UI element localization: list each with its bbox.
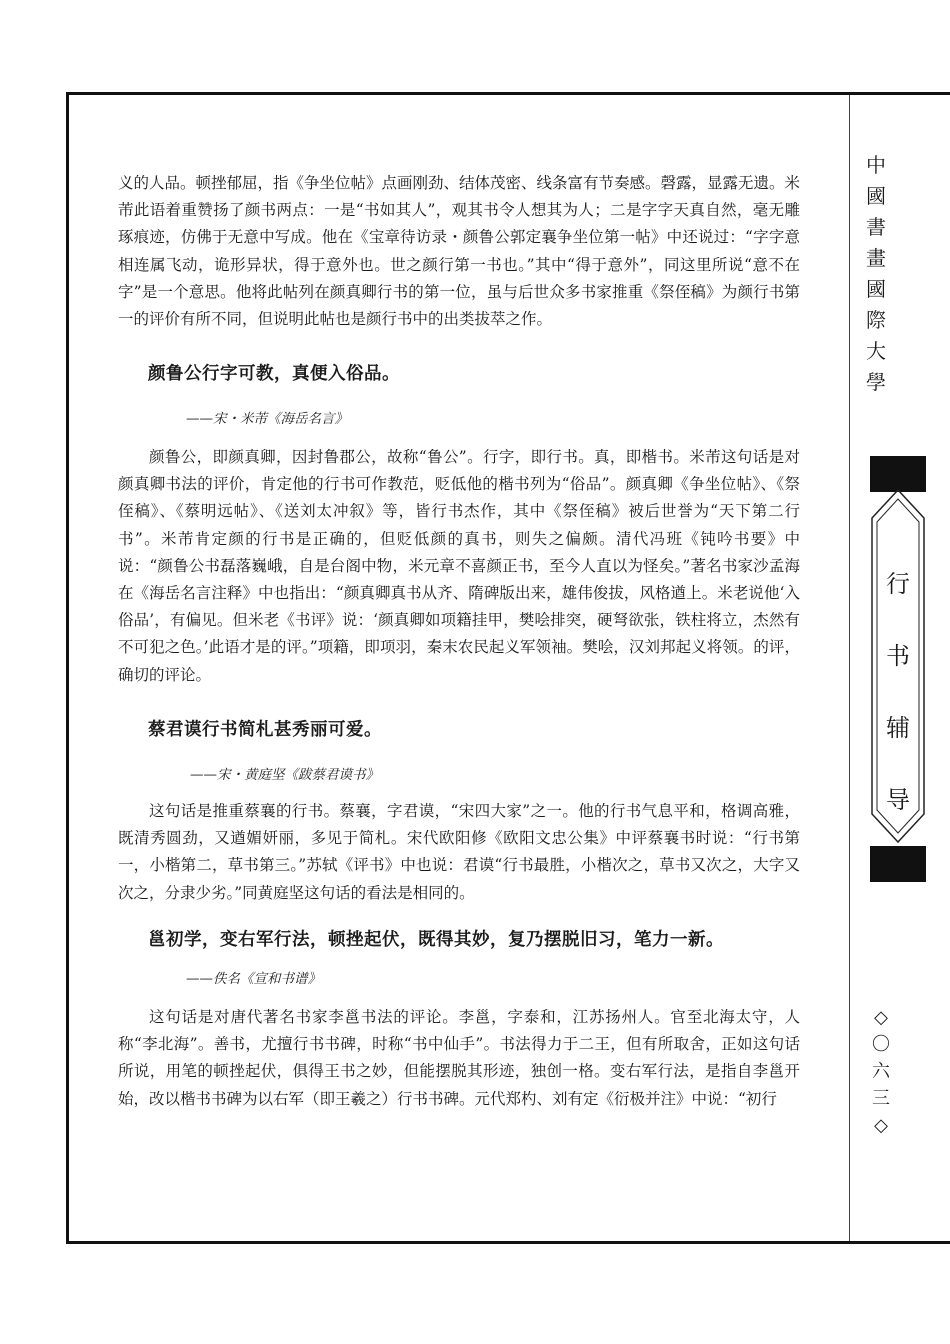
top-ornament-bar: [870, 456, 926, 492]
title-char: 學: [866, 370, 886, 394]
section-char: 行: [886, 570, 910, 598]
paragraph-2: 颜鲁公，即颜真卿，因封鲁郡公，故称“鲁公”。行字，即行书。真，即楷书。米芾这句话是对颜真卿书法的评价，肯定他的行书可作教范，贬低他的楷书列为“俗品”。颜真卿《争坐位帖》、《祭侄稿》、《蔡明远帖》、《送刘太冲叙》等，皆行书杰作，其中《祭侄稿》被后世誉为“天下第二行书”。米芾肯定颜的行书是正确的，但贬低颜的真书，则失之偏颇。清代冯班《钝吟书要》中说：“颜鲁公书磊落巍峨，自是台阁中物，米元章不喜颜正书，至今人直以为怪矣。”著名书家沙孟海在《海岳名言注释》中也指出：“颜真卿真书从齐、隋碑版出来，雄伟俊拔，风格遒上。米老说他‘入俗品’，有偏见。但米老《书评》说：‘颜真卿如项籍挂甲，樊哙排突，硬弩欲张，铁柱将立，杰然有不可犯之色。’此语才是的评。”项籍，即项羽，秦末农民起义军领袖。樊哙，汉刘邦起义将领。的评，确切的评论。: [118, 448, 800, 684]
page-char: 三: [872, 1088, 890, 1109]
source-1: ——宋・米芾《海岳名言》: [186, 411, 348, 427]
page-char: 〇: [872, 1034, 890, 1055]
quote-3: 邕初学，变右军行法，顿挫起伏，既得其妙，复乃摆脱旧习，笔力一新。: [148, 930, 724, 950]
page-number: [866, 1004, 896, 1139]
title-char: 書: [866, 215, 886, 239]
page-char: ◇: [874, 1115, 888, 1136]
title-char: 大: [866, 339, 886, 363]
margin-rule: [849, 95, 850, 1241]
school-title: [862, 150, 890, 398]
source-2: ——宋・黄庭坚《跋蔡君谟书》: [190, 767, 379, 783]
source-3: ——佚名《宣和书谱》: [186, 971, 321, 987]
paragraph-4: 这句话是对唐代著名书家李邕书法的评论。李邕，字泰和，江苏扬州人。官至北海太守，人称“李北海”。善书，尤擅行书书碑，时称“书中仙手”。书法得力于二王，但有所取舍，正如这句话所说，用笔的顿挫起伏，俱得王书之妙，但能摆脱其形迹，独创一格。变右军行法，是指自李邕开始，改以楷书书碑为以右军（即王羲之）行书书碑。元代郑杓、刘有定《衍极并注》中说：“初行: [118, 1008, 800, 1108]
page-char: ◇: [874, 1007, 888, 1028]
page-char: 六: [872, 1061, 890, 1082]
title-char: 國: [866, 277, 886, 301]
quote-1: 颜鲁公行字可教，真便入俗品。: [148, 364, 400, 384]
paragraph-1: 义的人品。顿挫郁屈，指《争坐位帖》点画刚劲、结体茂密、线条富有节奏感。磬露，显露无遗。米芾此语着重赞扬了颜书两点：一是“书如其人”，观其书令人想其为人；二是字字天真自然，毫无雕琢痕迹，仿佛于无意中写成。他在《宝章待访录・颜鲁公郭定襄争坐位第一帖》中还说过：“字字意相连属飞动，诡形异状，得于意外也。世之颜行第一书也。”其中“得于意外”，同这里所说“意不在字”是一个意思。他将此帖列在颜真卿行书的第一位，虽与后世众多书家推重《祭侄稿》为颜行书第一的评价有所不同，但说明此帖也是颜行书中的出类拔萃之作。: [118, 174, 801, 329]
main-text: [118, 170, 800, 1144]
section-title: [868, 548, 928, 836]
section-char: 书: [886, 642, 910, 670]
section-char: 辅: [886, 714, 910, 742]
title-char: 中: [866, 153, 886, 177]
paragraph-3: 这句话是推重蔡襄的行书。蔡襄，字君谟，“宋四大家”之一。他的行书气息平和，格调高雅，既清秀圆劲，又遒媚妍丽，多见于简札。宋代欧阳修《欧阳文忠公集》中评蔡襄书时说：“行书第一，小楷第二，草书第三。”苏轼《评书》中也说：君谟“行书最胜，小楷次之，草书又次之，大字又次之，分隶少劣。”同黄庭坚这句话的看法是相同的。: [118, 802, 800, 902]
section-char: 导: [886, 786, 910, 814]
quote-2: 蔡君谟行书简札甚秀丽可爱。: [148, 720, 382, 740]
title-char: 畫: [866, 246, 886, 270]
title-char: 際: [866, 308, 886, 332]
bottom-ornament-bar: [870, 846, 926, 882]
title-char: 國: [866, 184, 886, 208]
